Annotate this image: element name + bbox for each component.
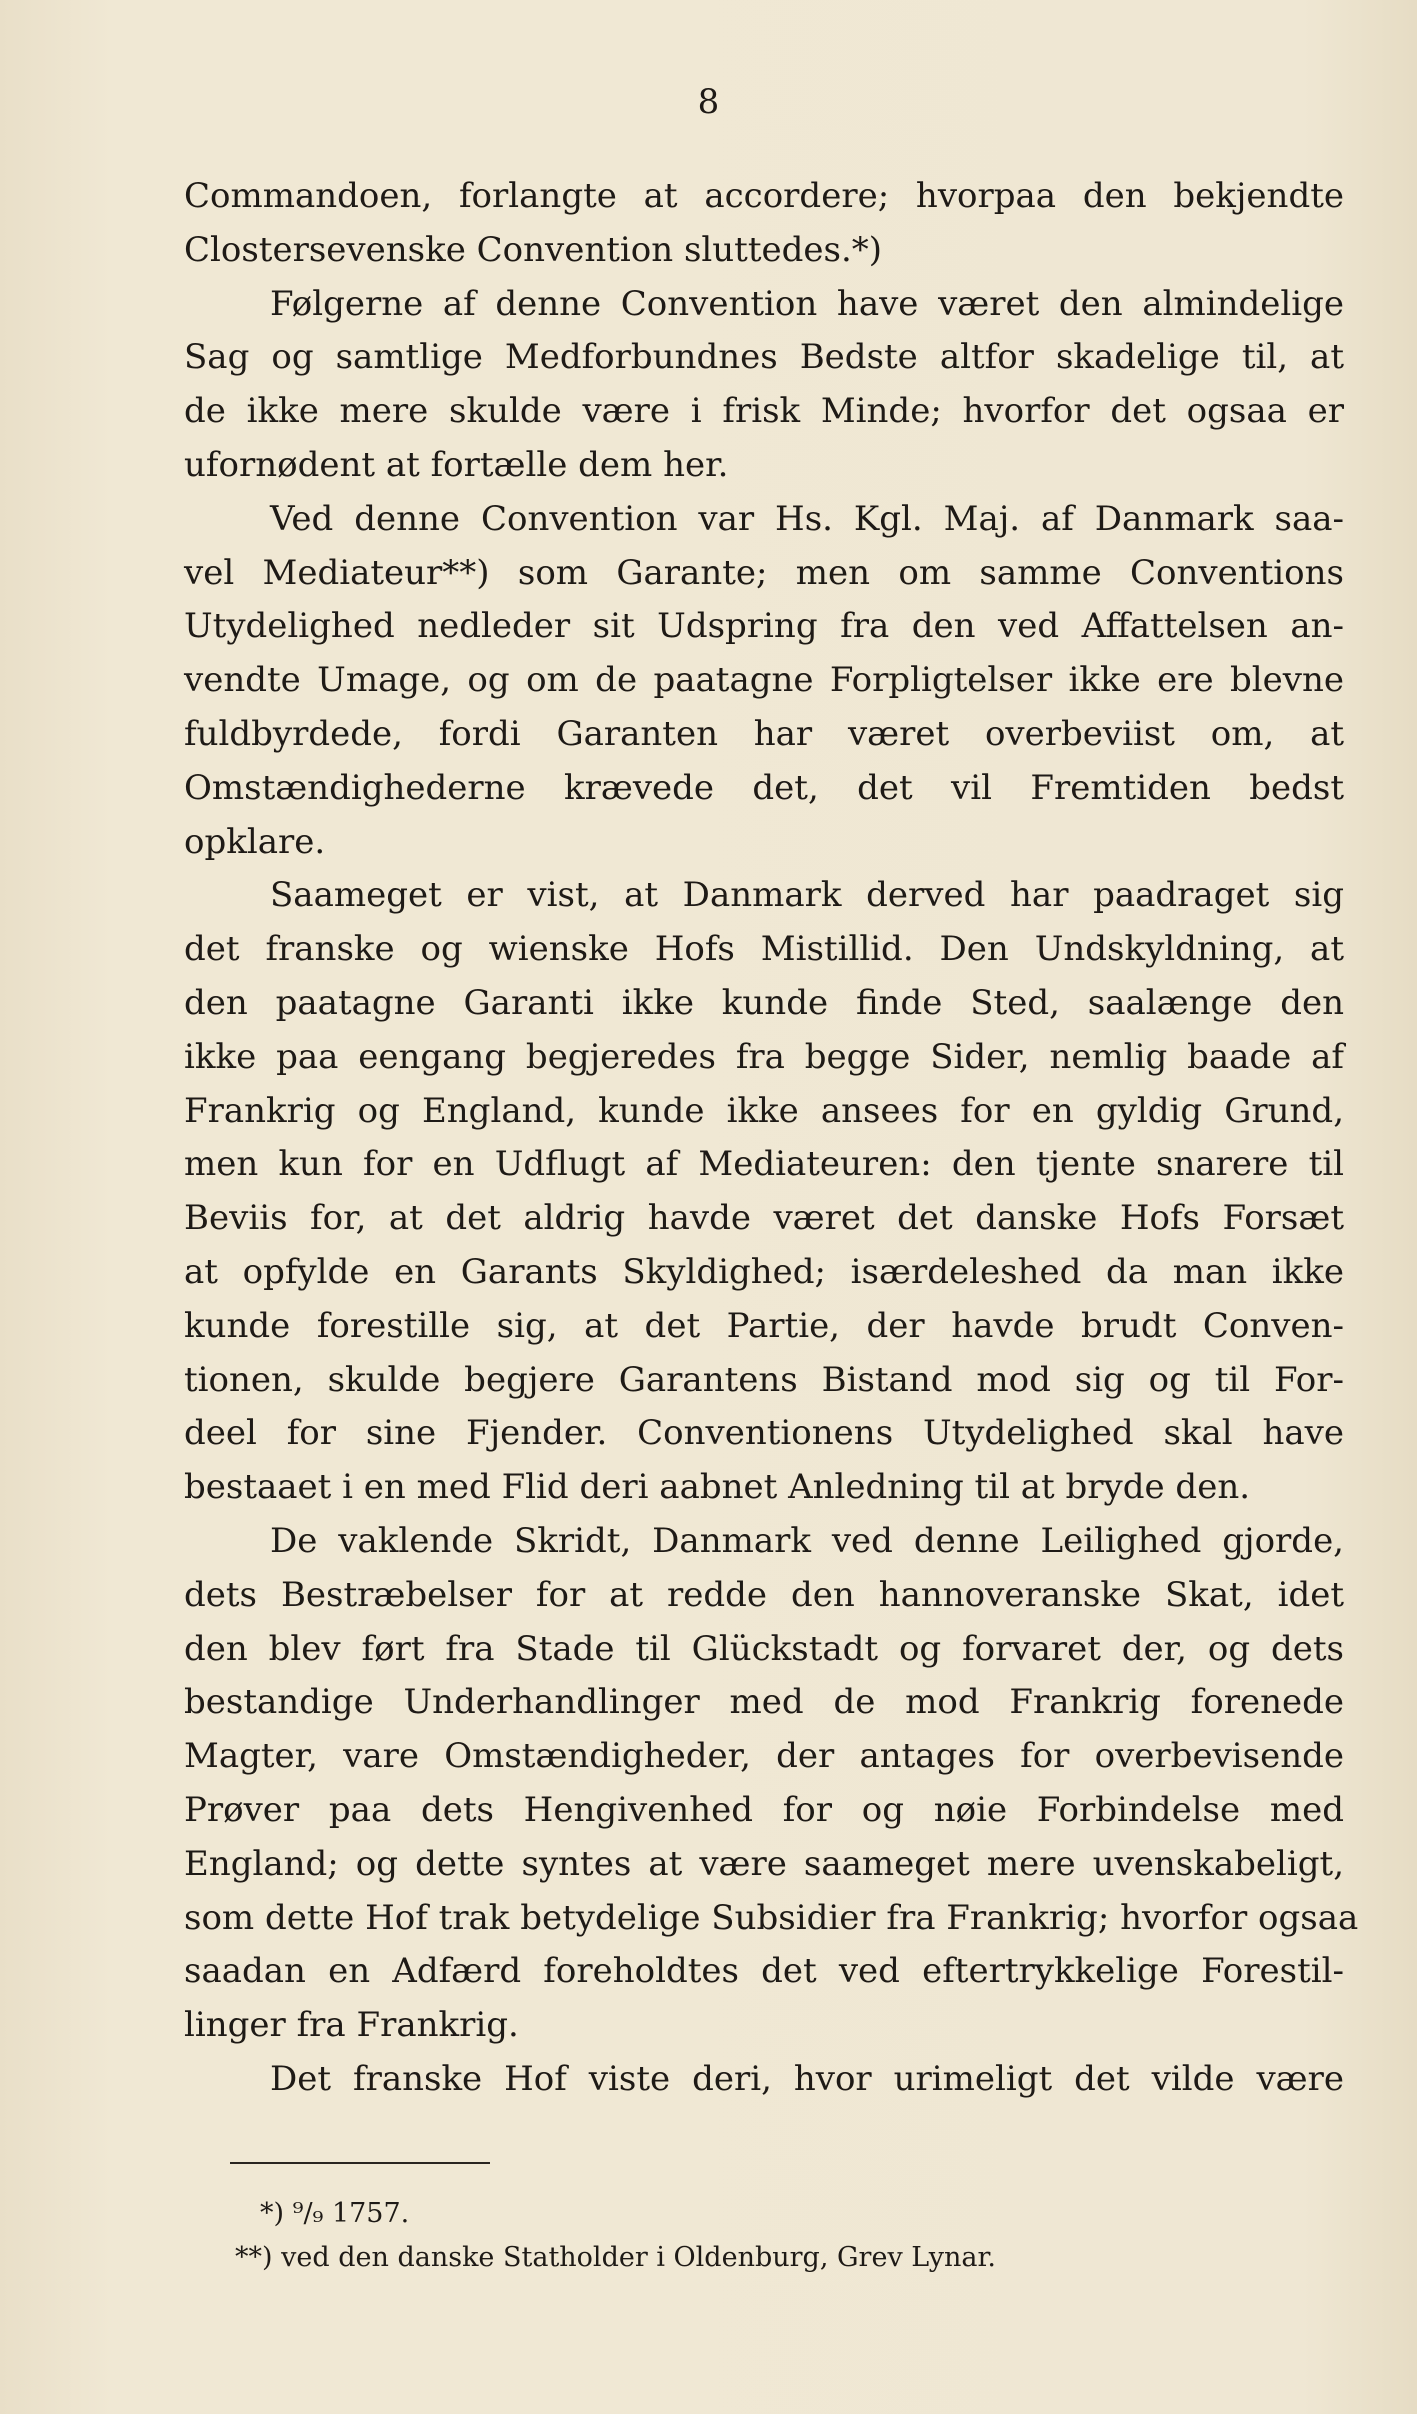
- text-line: det franske og wienske Hofs Mistillid. Den Undskyldning, at: [184, 929, 1344, 970]
- footnote: *) ⁹/₉ 1757.: [260, 2198, 410, 2229]
- text-line: Utydelighed nedleder sit Udspring fra den ved Affattelsen an-: [184, 606, 1344, 647]
- text-line: tionen, skulde begjere Garantens Bistand mod sig og til For-: [184, 1359, 1344, 1400]
- text-line: fuldbyrdede, fordi Garanten har været overbeviist om, at: [184, 713, 1344, 754]
- text-line: Ved denne Convention var Hs. Kgl. Maj. af Danmark saa-: [270, 498, 1344, 539]
- text-line: den blev ført fra Stade til Glückstadt og forvaret der, og dets: [184, 1628, 1344, 1669]
- footnotes: [235, 2192, 1335, 2280]
- text-line: dets Bestræbelser for at redde den hannoveranske Skat, idet: [184, 1574, 1344, 1615]
- text-line: vel Mediateur**) som Garante; men om samme Conventions: [184, 552, 1344, 593]
- text-line: saadan en Adfærd foreholdtes det ved eftertrykkelige Forestil-: [184, 1951, 1344, 1992]
- footnote: **) ved den danske Statholder i Oldenburg, Grev Lynar.: [235, 2242, 996, 2273]
- text-line: opklare.: [184, 821, 326, 862]
- footnote-divider: [230, 2162, 490, 2164]
- text-line: Beviis for, at det aldrig havde været det danske Hofs Forsæt: [184, 1198, 1344, 1239]
- text-line: ufornødent at fortælle dem her.: [184, 444, 729, 485]
- text-line: deel for sine Fjender. Conventionens Utydelighed skal have: [184, 1413, 1344, 1454]
- text-line: Sag og samtlige Medforbundnes Bedste altfor skadelige til, at: [184, 337, 1344, 378]
- text-line: de ikke mere skulde være i frisk Minde; hvorfor det ogsaa er: [184, 391, 1344, 432]
- text-line: linger fra Frankrig.: [184, 2005, 519, 2046]
- text-line: at opfylde en Garants Skyldighed; isærdeleshed da man ikke: [184, 1251, 1344, 1292]
- text-line: Omstændighederne krævede det, det vil Fremtiden bedst: [184, 767, 1344, 808]
- text-line: men kun for en Udflugt af Mediateuren: den tjente snarere til: [184, 1144, 1344, 1185]
- text-line: Det franske Hof viste deri, hvor urimeligt det vilde være: [270, 2058, 1344, 2099]
- text-line: bestandige Underhandlinger med de mod Frankrig forenede: [184, 1682, 1344, 1723]
- page-number: 8: [697, 82, 720, 122]
- text-line: England; og dette syntes at være saameget mere uvenskabeligt,: [184, 1843, 1344, 1884]
- text-line: De vaklende Skridt, Danmark ved denne Leilighed gjorde,: [270, 1520, 1344, 1561]
- text-line: bestaaet i en med Flid deri aabnet Anledning til at bryde den.: [184, 1467, 1251, 1508]
- main-text: [184, 170, 1359, 2107]
- text-line: ikke paa eengang begjeredes fra begge Sider, nemlig baade af: [184, 1036, 1344, 1077]
- text-line: Saameget er vist, at Danmark derved har paadraget sig: [270, 875, 1344, 916]
- text-line: vendte Umage, og om de paatagne Forpligtelser ikke ere blevne: [184, 660, 1344, 701]
- text-line: Følgerne af denne Convention have været den almindelige: [270, 283, 1344, 324]
- text-line: den paatagne Garanti ikke kunde finde Sted, saalænge den: [184, 982, 1344, 1023]
- text-line: Prøver paa dets Hengivenhed for og nøie Forbindelse med: [184, 1789, 1344, 1830]
- text-line: som dette Hof trak betydelige Subsidier fra Frankrig; hvorfor ogsaa: [184, 1897, 1359, 1938]
- text-line: Frankrig og England, kunde ikke ansees for en gyldig Grund,: [184, 1090, 1344, 1131]
- text-line: Commandoen, forlangte at accordere; hvorpaa den bekjendte: [184, 176, 1344, 216]
- text-line: kunde forestille sig, at det Partie, der havde brudt Conven-: [184, 1305, 1344, 1346]
- text-line: Clostersevenske Convention sluttedes.*): [184, 229, 883, 270]
- text-line: Magter, vare Omstændigheder, der antages for overbevisende: [184, 1736, 1344, 1777]
